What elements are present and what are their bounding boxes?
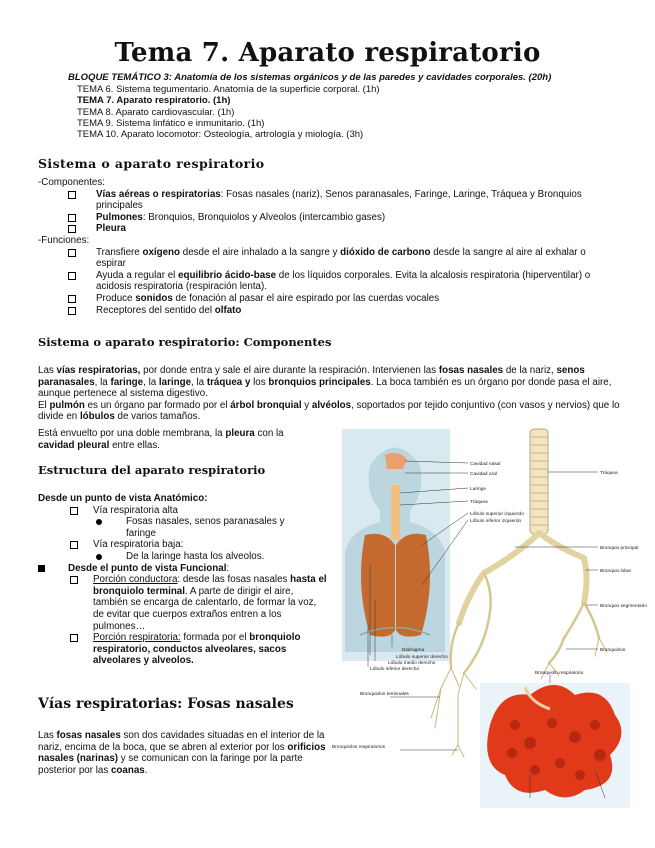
componentes-block: [38, 177, 598, 316]
square-bullet-icon: [68, 272, 76, 280]
tema-item: TEMA 8. Aparato cardiovascular. (1h): [77, 106, 235, 118]
filled-square-bullet-icon: [38, 565, 45, 572]
fosas-nasales-paragraph: Las fosas nasales son dos cavidades situadas en el interior de la nariz, encima de la boca, que se abren al exterior por los orificios nasales (narinas) y se comunican con la faringe por la parte posterior por las coanas.: [38, 730, 326, 776]
bloque-tematico: BLOQUE TEMÁTICO 3: Anatomía de los sistemas orgánicos y de las paredes y cavidades corporales. (20h): [68, 72, 552, 83]
componentes-label: -Componentes:: [38, 177, 105, 188]
figure-label: Bronquiolos respiratorios: [332, 745, 386, 750]
section-heading-sistema: Sistema o aparato respiratorio: [38, 156, 265, 171]
figure-label: Bronquio segmentario: [600, 604, 647, 609]
square-bullet-icon: [68, 214, 76, 222]
figure-label: Lóbulo medio derecho: [388, 661, 436, 666]
funcion-item: Receptores del sentido del olfato: [38, 305, 598, 317]
componente-item: Vías aéreas o respiratorias: Fosas nasales (nariz), Senos paranasales, Faringe, Laringe, Tráquea y Bronquios principales: [38, 189, 598, 212]
tema-item: TEMA 9. Sistema linfático e inmunitario. (1h): [77, 117, 265, 129]
page-title: Tema 7. Aparato respiratorio: [114, 38, 541, 68]
square-bullet-icon: [70, 507, 78, 515]
square-bullet-icon: [68, 295, 76, 303]
via-baja-detail: De la laringe hasta los alveolos.: [38, 551, 333, 563]
via-baja-item: Vía respiratoria baja:: [38, 539, 333, 551]
figure-label: Bronquio principal: [600, 546, 639, 551]
figure-label: Tráquea: [600, 471, 618, 476]
figure-label: Lóbulo superior derecho: [396, 655, 448, 660]
funcion-item: Produce sonidos de fonación al pasar el aire espirado por las cuerdas vocales: [38, 293, 598, 305]
respiratory-system-figure: [330, 425, 647, 820]
porcion-conductora-item: Porción conductora: desde las fosas nasales hasta el bronquiolo terminal. A parte de dirigir el aire, también se encarga de calentarlo, de formar la voz, de evitar que cuerpos extraños entren a los pulmones…: [38, 574, 329, 632]
figure-label: Lóbulo superior izquierdo: [470, 512, 524, 517]
figure-label: Tráquea: [470, 500, 488, 505]
figure-label: Bronquiolo respiratorio: [535, 671, 584, 676]
funcion-item: Transfiere oxígeno desde el aire inhalado a la sangre y dióxido de carbono desde la sangre al aire al exhalar o espirar: [38, 247, 598, 270]
temas-list: [77, 84, 380, 140]
figure-label: Bronquio lobar: [600, 569, 632, 574]
tema-item: TEMA 6. Sistema tegumentario. Anatomía de la superficie corporal. (1h): [77, 84, 380, 95]
square-bullet-icon: [70, 576, 78, 584]
figure-label: Cavidad oral: [470, 472, 497, 477]
bronchial-tree-icon: [459, 533, 587, 623]
square-bullet-icon: [68, 249, 76, 257]
anatomico-label: Desde un punto de vista Anatómico:: [38, 493, 208, 504]
componentes-paragraph: Las vías respiratorias, por donde entra y sale el aire durante la respiración. Intervienen las fosas nasales de la nariz, senos paranasales, la faringe, la laringe, la tráquea y los bronquios principales. La boca también es un órgano por donde pasa el aire, aunque pertenece al sistema digestivo. El pulmón es un órgano par formado por el árbol bronquial y alvéolos, soportados por tejido conjuntivo (con vasos y nervios) que lo divide en lóbulos de varios tamaños.: [38, 365, 620, 423]
figure-label: Lóbulo inferior derecho: [370, 667, 420, 672]
square-bullet-icon: [68, 307, 76, 315]
figure-label: Bronquiolos: [600, 648, 626, 653]
section-heading-componentes: Sistema o aparato respiratorio: Componentes: [38, 335, 332, 349]
dot-bullet-icon: [96, 554, 102, 560]
componente-item: Pleura: [38, 223, 598, 235]
tema-item-current: TEMA 7. Aparato respiratorio. (1h): [77, 95, 231, 107]
square-bullet-icon: [68, 191, 76, 199]
figure-label: Cavidad nasal: [470, 462, 501, 467]
figure-label: Laringe: [470, 487, 487, 492]
square-bullet-icon: [68, 225, 76, 233]
section-heading-estructura: Estructura del aparato respiratorio: [38, 463, 266, 477]
dot-bullet-icon: [96, 519, 102, 525]
funciones-label: -Funciones:: [38, 234, 90, 246]
trachea-icon: [391, 485, 400, 540]
figure-label: Diafragma: [402, 648, 425, 653]
via-alta-item: Vía respiratoria alta: [38, 505, 333, 517]
figure-label: Bronquiolos terminales: [360, 692, 409, 697]
componente-item: Pulmones: Bronquios, Bronquiolos y Alveolos (intercambio gases): [38, 212, 598, 224]
estructura-block: [38, 493, 333, 667]
section-heading-fosas-nasales: Vías respiratorias: Fosas nasales: [38, 696, 294, 712]
tema-item: TEMA 10. Aparato locomotor: Osteología, artrología y miología. (3h): [77, 129, 364, 141]
square-bullet-icon: [70, 541, 78, 549]
funcional-label: Desde el punto de vista Funcional:: [38, 563, 333, 575]
via-alta-detail: Fosas nasales, senos paranasales y faringe: [38, 516, 308, 539]
figure-label: Lóbulo inferior izquierdo: [470, 519, 522, 524]
square-bullet-icon: [70, 634, 78, 642]
porcion-respiratoria-item: Porción respiratoria: formada por el bronquiolo respiratorio, conductos alveolares, sacos alveolares y alveolos.: [38, 632, 329, 667]
funcion-item: Ayuda a regular el equilibrio ácido-base de los líquidos corporales. Evita la alcalosis respiratoria (hiperventilar) o acidosis respiratoria (respiración lenta).: [38, 270, 598, 293]
pleura-paragraph: Está envuelto por una doble membrana, la pleura con la cavidad pleural entre ellas.: [38, 428, 284, 451]
